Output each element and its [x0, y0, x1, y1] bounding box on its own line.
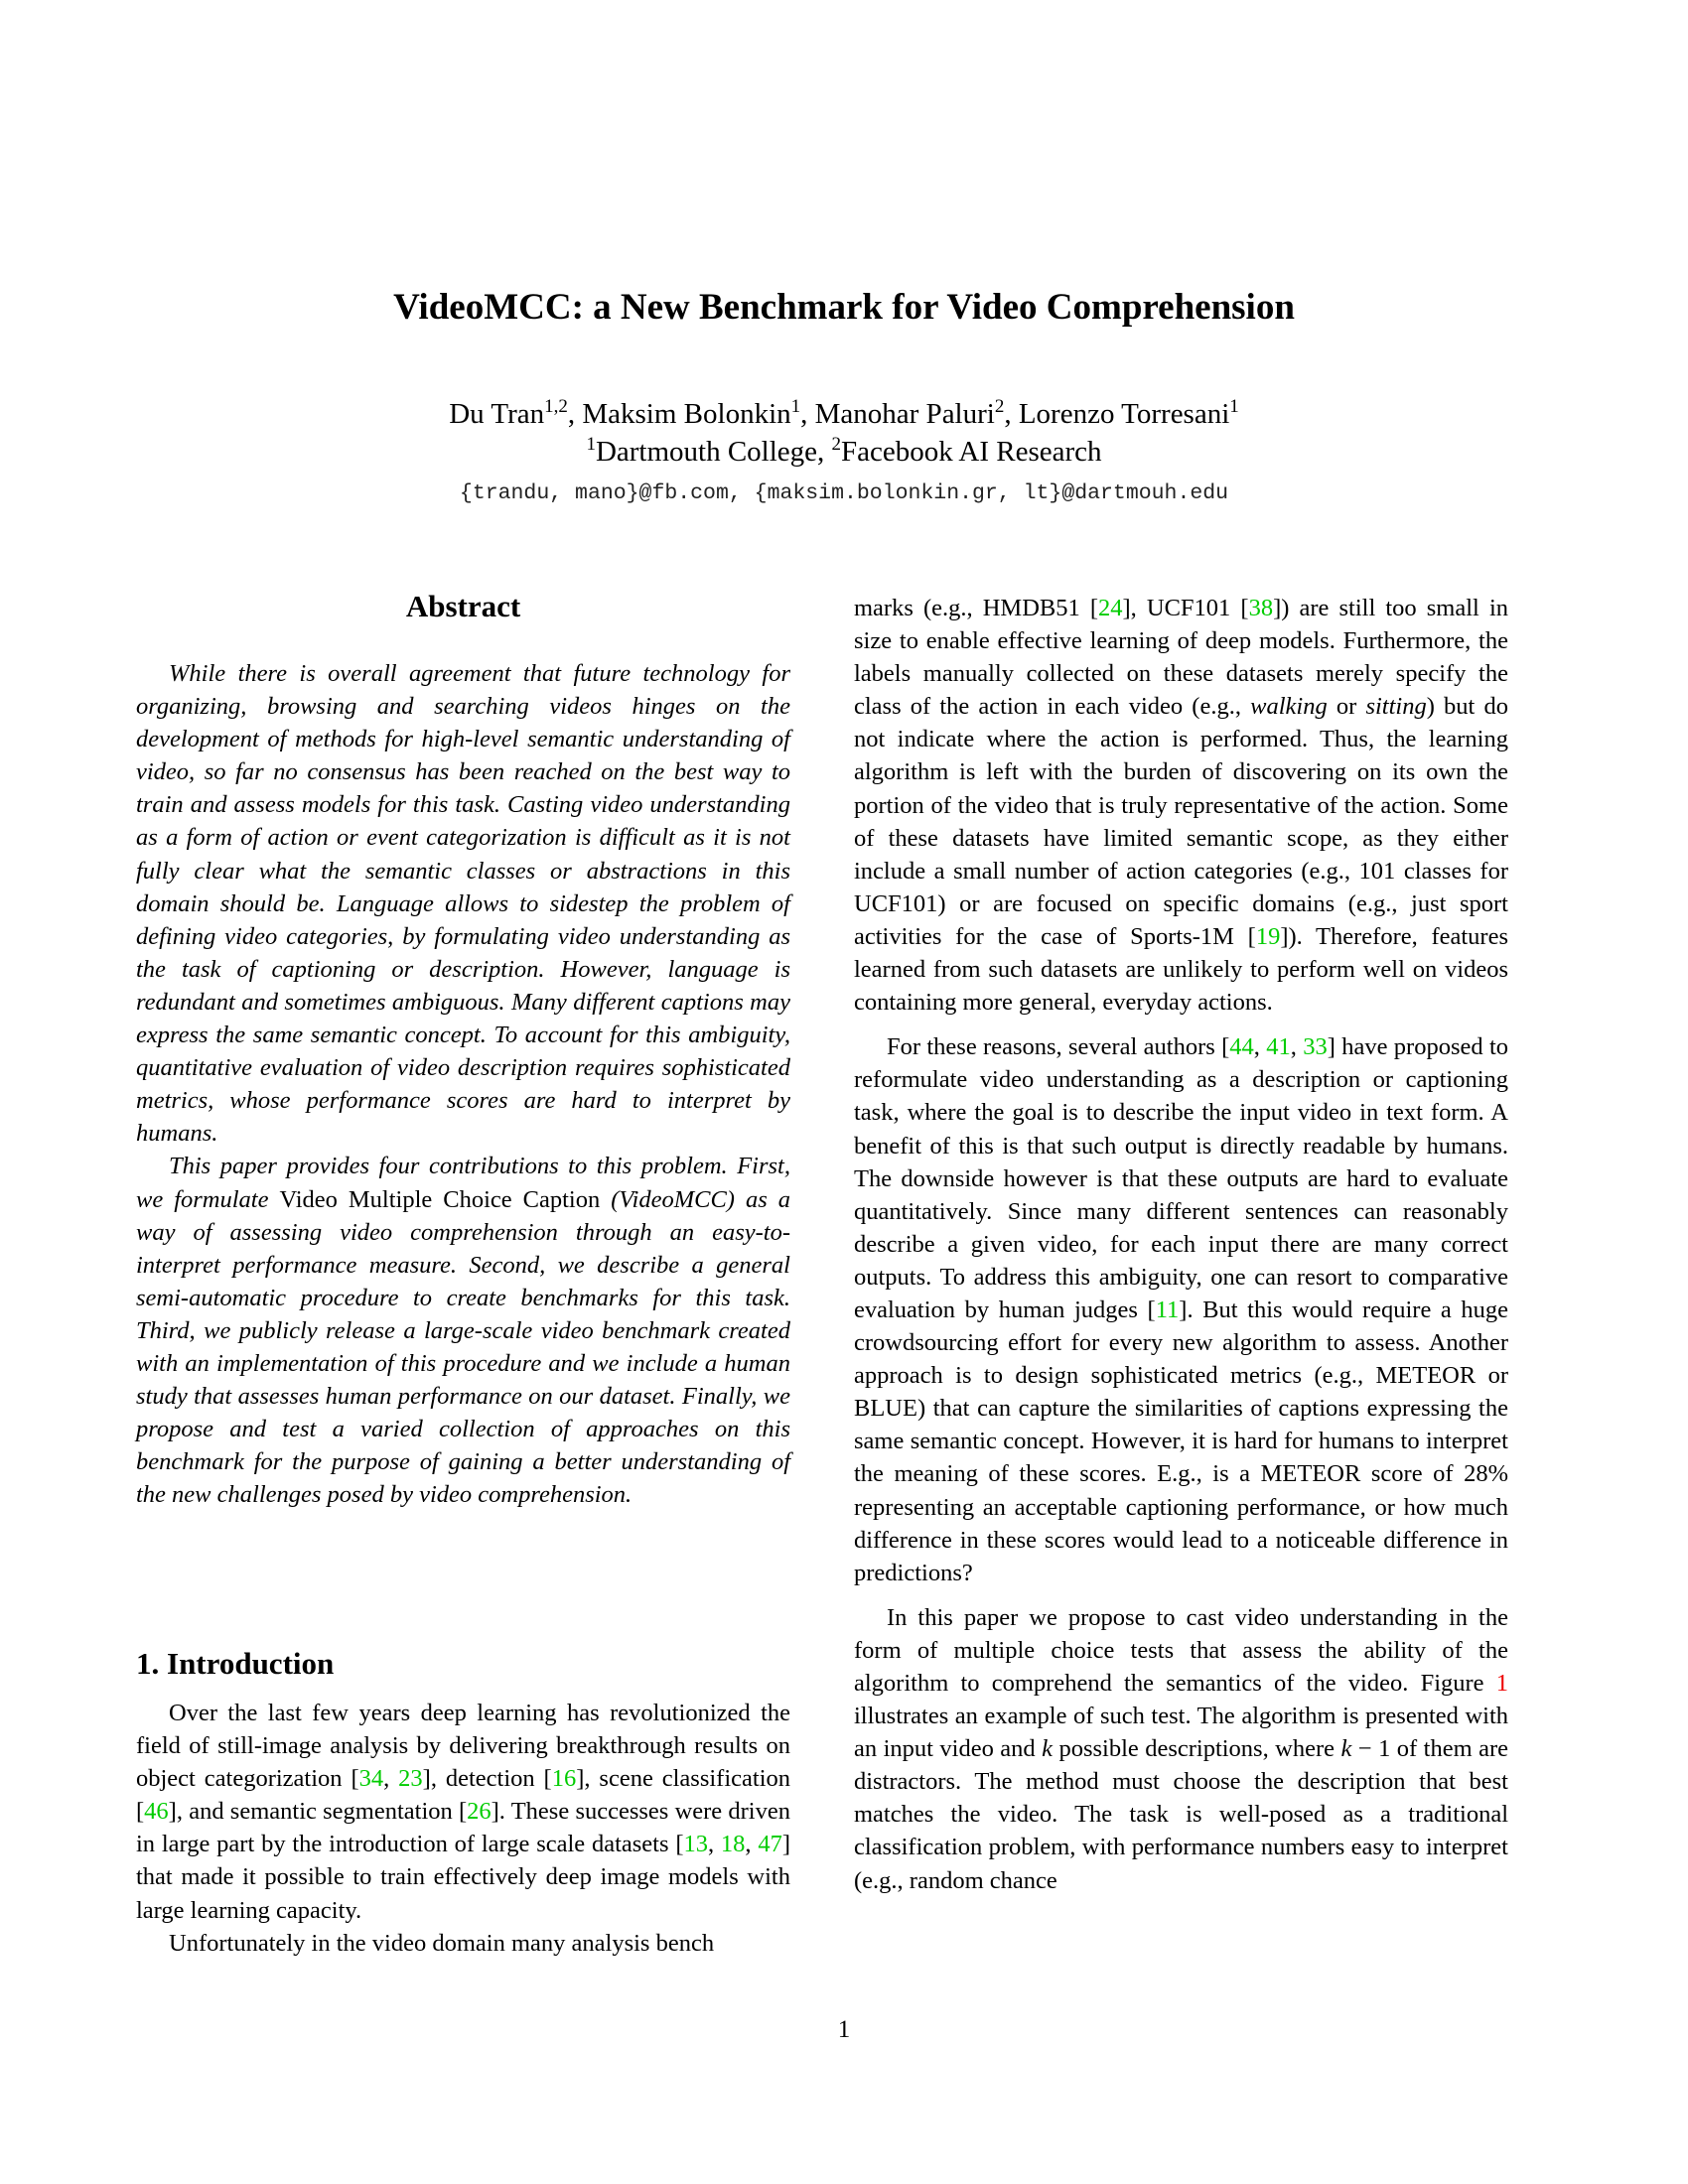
- introduction-left-body: [136, 1697, 790, 1960]
- abstract-paragraph-2: [136, 1150, 790, 1511]
- citation-link[interactable]: 19: [1255, 922, 1281, 950]
- figure-reference-link[interactable]: 1: [1495, 1670, 1508, 1697]
- citation-link[interactable]: 24: [1098, 595, 1123, 621]
- citation-link[interactable]: 18: [720, 1831, 746, 1858]
- abstract-text: This paper provides four contributions to this problem. First, we formulate: [136, 1153, 790, 1213]
- citation-link[interactable]: 38: [1248, 595, 1274, 621]
- author-affiliation-mark: 1: [790, 396, 801, 417]
- math-variable: k: [1042, 1735, 1053, 1763]
- citation-link[interactable]: 46: [144, 1798, 169, 1826]
- intro-paragraph-2-cont: marks (e.g., HMDB51 [24], UCF101 [38]) are still too small in size to enable effective learning of deep models. Furthermore, the labels manually collected on these datasets merely specify the class of the action in each video (e.g., walking or sitting) but do not indicate where the action is performed. Thus, the learning algorithm is left with the burden of discovering on its own the portion of the video that is truly representative of the action. Some of these datasets have limited semantic scope, as they either include a small number of action categories (e.g., 101 classes for UCF101) or are focused on specific domains (e.g., just sport activities for the case of Sports-1M [19]). Therefore, features learned from such datasets are unlikely to perform well on videos containing more general, everyday actions.: [854, 595, 1509, 1017]
- citation-link[interactable]: 26: [467, 1798, 492, 1826]
- affiliation-name: Dartmouth College: [595, 436, 818, 468]
- introduction-right-body: [854, 592, 1508, 1897]
- citation-link[interactable]: 47: [758, 1831, 782, 1858]
- abstract-text: (VideoMCC) as a way of assessing video comprehension through an easy-to-interpret performance measure. Second, we describe a general semi-automatic procedure to create benchmarks for this task. Third, we publicly release a large-scale video benchmark created with an implementation of this procedure and we include a human study that assesses human performance on our dataset. Finally, we propose and test a varied collection of approaches on this benchmark for the purpose of gaining a better understanding of the new challenges posed by video comprehension.: [136, 1185, 790, 1509]
- paper-title: VideoMCC: a New Benchmark for Video Comprehension: [393, 287, 1295, 328]
- emphasized-term: walking: [1250, 693, 1328, 721]
- abstract-body: [136, 657, 790, 1511]
- author-affiliation-mark: 1,2: [544, 396, 568, 417]
- citation-link[interactable]: 44: [1229, 1033, 1254, 1061]
- affiliation-list: $^1$Dartmouth College, $^2$Facebook AI Research: [586, 434, 1102, 468]
- citation-link[interactable]: 16: [551, 1765, 577, 1793]
- citation-link[interactable]: 13: [683, 1831, 708, 1858]
- intro-paragraph-1: Over the last few years deep learning has revolutionized the field of still-image analysis by delivering breakthrough results on object categorization [34, 23], detection [16], scene classification [46], and semantic segmentation [26]. These successes were driven in large part by the introduction of large scale datasets [13, 18, 47] that made it possible to train effectively deep image models with large learning capacity.: [136, 1700, 791, 1924]
- affiliation-mark: 1: [586, 434, 596, 455]
- citation-link[interactable]: 23: [398, 1765, 423, 1793]
- citation-link[interactable]: 41: [1266, 1033, 1291, 1061]
- introduction-heading: 1. Introduction: [136, 1646, 335, 1681]
- affiliation-mark: 2: [831, 434, 842, 455]
- citation-link[interactable]: 11: [1155, 1296, 1180, 1323]
- emphasized-term: sitting: [1365, 693, 1427, 721]
- author-list: Du Tran$^{1,2}$, Maksim Bolonkin$^1$, Manohar Paluri$^2$, Lorenzo Torresani$^1$: [449, 396, 1239, 430]
- author-name: Manohar Paluri: [814, 398, 995, 430]
- author-name: Maksim Bolonkin: [582, 398, 791, 430]
- author-name: Lorenzo Torresani: [1018, 398, 1230, 430]
- intro-paragraph-3: For these reasons, several authors [44, 41, 33] have proposed to reformulate video understanding as a description or captioning task, where the goal is to describe the input video in text form. A benefit of this is that such output is directly readable by humans. The downside however is that these outputs are hard to evaluate quantitatively. Since many different sentences can reasonably describe a given video, for each input there are many correct outputs. To address this ambiguity, one can resort to comparative evaluation by human judges [11]. But this would require a huge crowdsourcing effort for every new algorithm to assess. Another approach is to design sophisticated metrics (e.g., METEOR or BLUE) that can capture the similarities of captions expressing the same semantic concept. However, it is hard for humans to interpret the meaning of these scores. E.g., is a METEOR score of 28% representing an acceptable captioning performance, or how much difference in these scores would lead to a noticeable difference in predictions?: [854, 1033, 1509, 1586]
- abstract-paragraph-1: While there is overall agreement that future technology for organizing, browsing and searching videos hinges on the development of methods for high-level semantic understanding of video, so far no consensus has been reached on the best way to train and assess models for this task. Casting video understanding as a form of action or event categorization is difficult as it is not fully clear what the semantic classes or abstractions in this domain should be. Language allows to sidestep the problem of defining video categories, by formulating video understanding as the task of captioning or description. However, language is redundant and sometimes ambiguous. Many different captions may express the same semantic concept. To account for this ambiguity, quantitative evaluation of video description requires sophisticated metrics, whose performance scores are hard to interpret by humans.: [136, 660, 790, 1148]
- intro-paragraph-4: In this paper we propose to cast video understanding in the form of multiple choice tests that assess the ability of the algorithm to comprehend the semantics of the video. Figure 1 illustrates an example of such test. The algorithm is presented with an input video and k possible descriptions, where k − 1 of them are distractors. The method must choose the description that best matches the video. The task is well-posed as a traditional classification problem, with performance numbers easy to interpret (e.g., random chance: [854, 1603, 1508, 1894]
- author-affiliation-mark: 2: [994, 396, 1005, 417]
- author-name: Du Tran: [449, 398, 545, 430]
- author-emails: {trandu, mano}@fb.com, {maksim.bolonkin.gr, lt}@dartmouh.edu: [459, 481, 1229, 505]
- author-affiliation-mark: 1: [1229, 396, 1239, 417]
- math-variable: k: [1340, 1735, 1352, 1763]
- affiliation-name: Facebook AI Research: [841, 436, 1102, 468]
- task-name: Video Multiple Choice Caption: [279, 1185, 601, 1213]
- abstract-heading: Abstract: [405, 589, 521, 623]
- citation-link[interactable]: 34: [358, 1765, 384, 1793]
- page-number: 1: [837, 2016, 851, 2043]
- intro-paragraph-2-start: Unfortunately in the video domain many analysis bench: [169, 1929, 715, 1957]
- citation-link[interactable]: 33: [1303, 1033, 1328, 1061]
